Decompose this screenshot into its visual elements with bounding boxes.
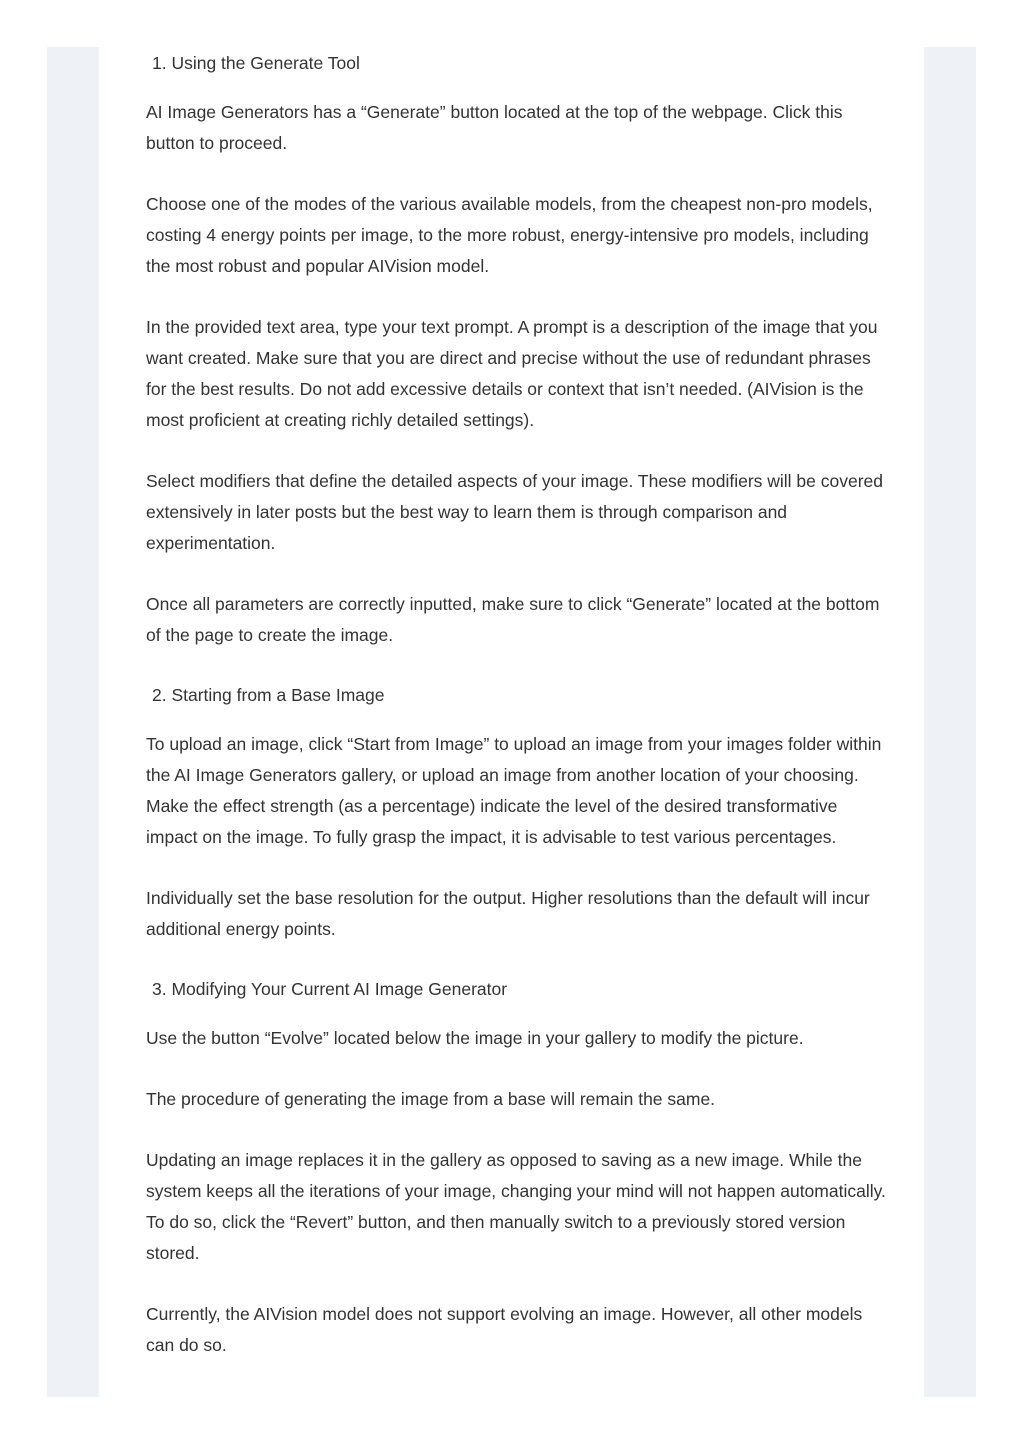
section-heading: 3. Modifying Your Current AI Image Generator [152,979,508,999]
paragraph: Currently, the AIVision model does not support evolving an image. However, all other models can do so. [146,1304,863,1355]
paragraph: Choose one of the modes of the various available models, from the cheapest non-pro models, costing 4 energy points per image, to the more robust, energy-intensive pro models, including the most robust and popular AIVision model. [146,194,873,276]
paragraph: Individually set the base resolution for the output. Higher resolutions than the default will incur additional energy points. [146,888,870,939]
paragraph: The procedure of generating the image from a base will remain the same. [146,1089,716,1109]
left-margin-band [47,47,99,1397]
paragraph: Once all parameters are correctly inputted, make sure to click “Generate” located at the bottom of the page to create the image. [146,594,880,645]
right-margin-band [924,47,976,1397]
article-content [146,49,886,1391]
paragraph: In the provided text area, type your text prompt. A prompt is a description of the image that you want created. Make sure that you are direct and precise without the use of redundant phrases for the best results. Do not add excessive details or context that isn’t needed. (AIVision is the most proficient at creating richly detailed settings). [146,317,878,430]
paragraph: To upload an image, click “Start from Image” to upload an image from your images folder within the AI Image Generators gallery, or upload an image from another location of your choosing. Make the effect strength (as a percentage) indicate the level of the desired transformative impact on the image. To fully grasp the impact, it is advisable to test various percentages. [146,734,882,847]
section-heading: 1. Using the Generate Tool [152,53,360,73]
section-heading: 2. Starting from a Base Image [152,685,385,705]
paragraph: Updating an image replaces it in the gallery as opposed to saving as a new image. While the system keeps all the iterations of your image, changing your mind will not happen automatically. To do so, click the “Revert” button, and then manually switch to a previously stored version stored. [146,1150,886,1263]
paragraph: Use the button “Evolve” located below the image in your gallery to modify the picture. [146,1028,804,1048]
paragraph: AI Image Generators has a “Generate” button located at the top of the webpage. Click this button to proceed. [146,102,843,153]
paragraph: Select modifiers that define the detailed aspects of your image. These modifiers will be covered extensively in later posts but the best way to learn them is through comparison and experimentation. [146,471,884,553]
